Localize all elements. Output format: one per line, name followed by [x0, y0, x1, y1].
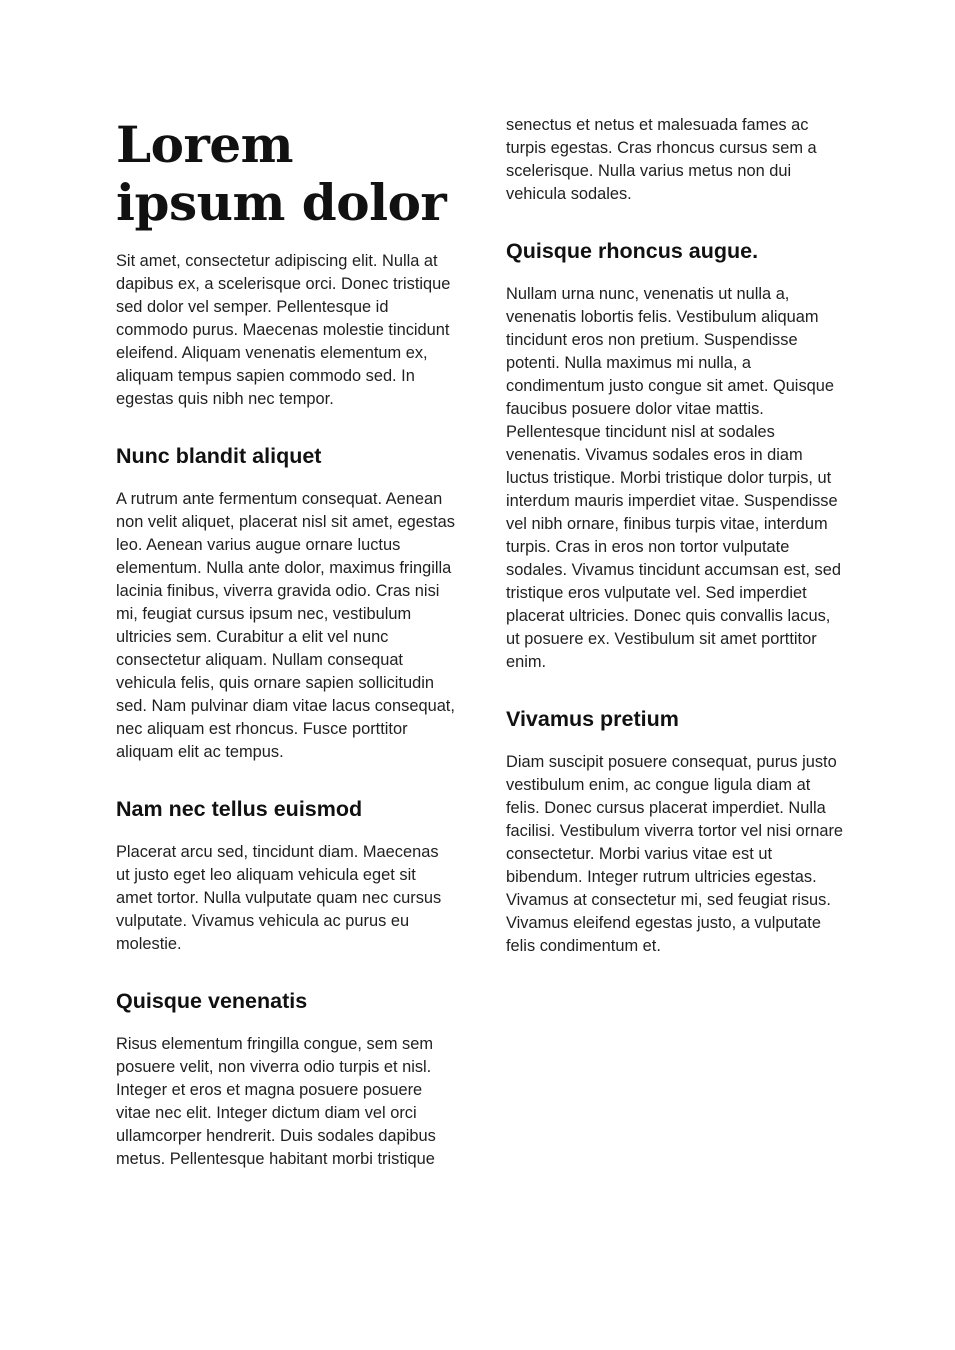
- section-paragraph: Nullam urna nunc, venenatis ut nulla a, venenatis lobortis felis. Vestibulum aliquam tincidunt eros non pretium. Suspendisse potenti. Nulla maximus mi nulla, a condimentum justo congue sit amet. Quisque faucibus posuere dolor vitae mattis. Pellentesque tincidunt nisl at sodales venenatis. Vivamus sodales eros in diam luctus tristique. Morbi tristique dolor turpis, ut interdum mauris imperdiet vitae. Suspendisse vel nibh ornare, finibus turpis vitae, interdum turpis. Cras in eros non tortor vulputate sodales. Vivamus tincidunt accumsan est, sed tristique eros vulputate vel. Sed imperdiet placerat ultricies. Donec quis convallis lacus, ut posuere ex. Vestibulum sit amet porttitor enim.: [506, 285, 841, 671]
- section-heading: Vivamus pretium: [506, 707, 679, 731]
- intro-paragraph: Sit amet, consectetur adipiscing elit. Nulla at dapibus ex, a scelerisque orci. Donec tristique sed dolor vel semper. Pellentesque id commodo purus. Maecenas molestie tincidunt eleifend. Aliquam venenatis elementum ex, aliquam tempus sapien commodo sed. In egestas quis nibh nec tempor.: [116, 252, 451, 408]
- section-paragraph: A rutrum ante fermentum consequat. Aenean non velit aliquet, placerat nisl sit amet, egestas leo. Aenean varius augue ornare luctus elementum. Nulla ante dolor, maximus fringilla lacinia finibus, viverra gravida odio. Cras nisi mi, feugiat cursus ipsum nec, vestibulum ultricies sem. Curabitur a elit vel nunc consectetur aliquam. Nullam consequat vehicula felis, quis ornare sapien sollicitudin sed. Nam pulvinar diam vitae lacus consequat, nec aliquam est rhoncus. Fusce porttitor aliquam elit ac tempus.: [116, 490, 455, 761]
- section-paragraph: Placerat arcu sed, tincidunt diam. Maecenas ut justo eget leo aliquam vehicula eget sit amet tortor. Nulla vulputate quam nec cursus vulputate. Vivamus vehicula ac purus eu molestie.: [116, 843, 442, 953]
- section-paragraph: Diam suscipit posuere consequat, purus justo vestibulum enim, ac congue ligula diam at felis. Donec cursus placerat imperdiet. Nulla facilisi. Vestibulum viverra tortor vel nisi ornare consectetur. Morbi varius vitae est ut bibendum. Integer rutrum ultricies egestas. Vivamus at consectetur mi, sed feugiat risus. Vivamus eleifend egestas justo, a vulputate felis condimentum et.: [506, 753, 844, 955]
- right-column: [506, 114, 846, 958]
- section-paragraph: Risus elementum fringilla congue, sem sem posuere velit, non viverra odio turpis et nisl. Integer et eros et magna posuere posuere vitae nec elit. Integer dictum diam vel orci ullamcorper hendrerit. Duis sodales dapibus metus. Pellentesque habitant morbi tristique: [116, 1035, 436, 1168]
- section-heading: Quisque venenatis: [116, 989, 308, 1013]
- section-heading: Nam nec tellus euismod: [116, 797, 363, 821]
- continuation-paragraph: senectus et netus et malesuada fames ac turpis egestas. Cras rhoncus cursus sem a scelerisque. Nulla varius metus non dui vehicula sodales.: [506, 116, 817, 203]
- document-page: [116, 112, 846, 1232]
- section-heading: Nunc blandit aliquet: [116, 444, 322, 468]
- left-column: [116, 112, 456, 1171]
- document-title: Lorem ipsum dolor: [116, 115, 447, 232]
- section-heading: Quisque rhoncus augue.: [506, 239, 759, 263]
